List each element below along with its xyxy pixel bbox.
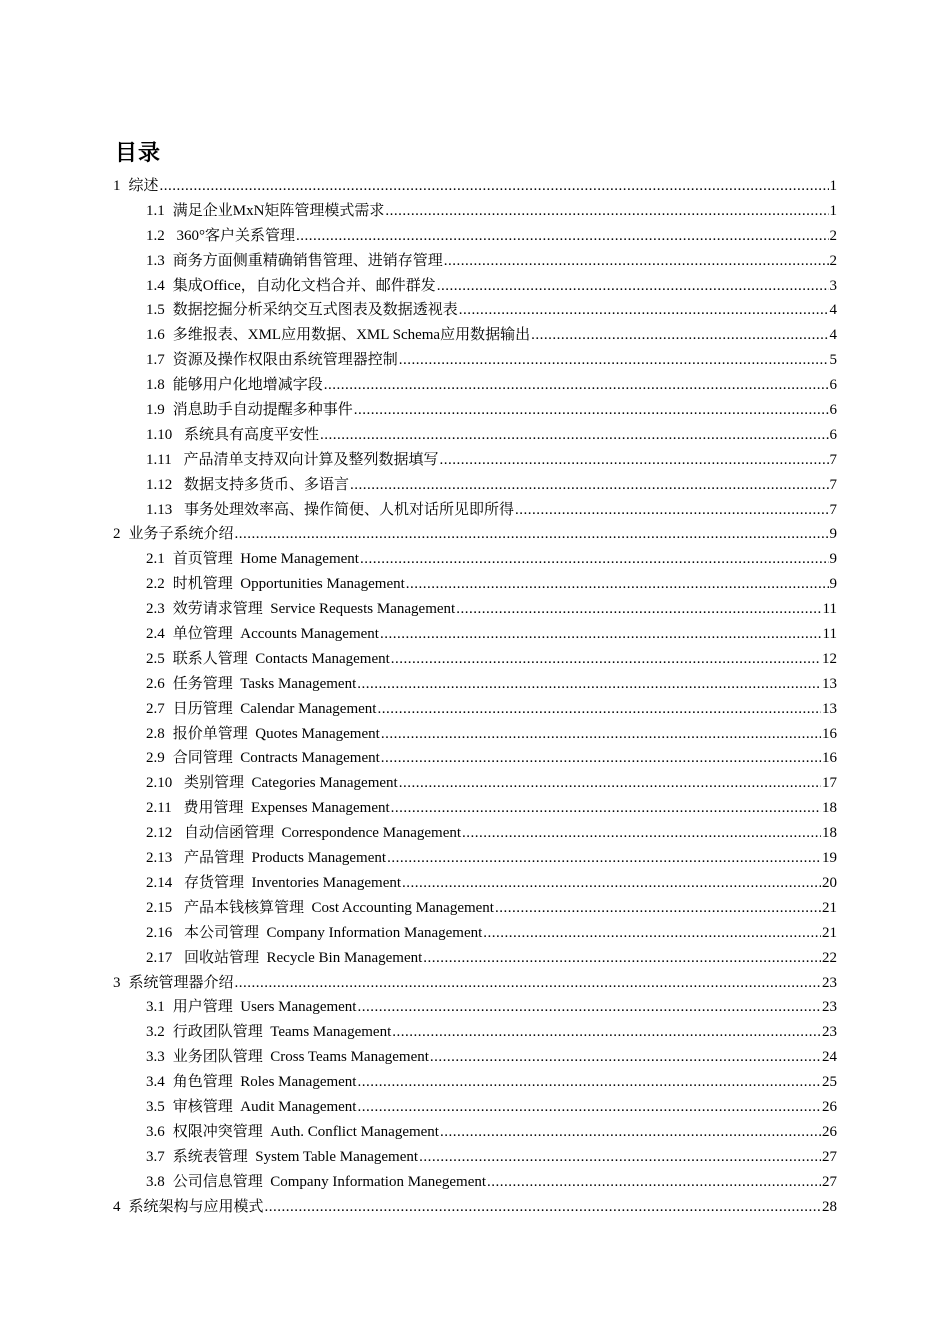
- toc-entry-number: 2.6: [146, 675, 165, 692]
- toc-page-number: 22: [822, 949, 837, 966]
- toc-section-entry[interactable]: [113, 597, 837, 622]
- toc-title: 目录: [115, 141, 162, 166]
- toc-section-entry[interactable]: [113, 1095, 837, 1120]
- toc-page-number: 3: [829, 277, 837, 294]
- toc-entry-number: 2.5: [146, 650, 165, 667]
- toc-page-number: 1: [829, 178, 837, 194]
- toc-entry-title: 业务子系统介绍: [128, 526, 234, 543]
- toc-dot-leader: [419, 1145, 821, 1170]
- toc-entry-number: 1.10: [146, 426, 173, 443]
- toc-page-number: 9: [829, 551, 837, 568]
- toc-entry-title: 集成Office，自动化文档合并、邮件群发: [172, 277, 436, 294]
- toc-entry-title: 审核管理 Audit Management: [172, 1098, 357, 1115]
- toc-page-number: 23: [822, 974, 837, 991]
- toc-dot-leader: [406, 572, 829, 597]
- toc-page-number: 23: [822, 1024, 837, 1041]
- toc-page-number: 18: [822, 825, 837, 842]
- toc-page-number: 11: [822, 626, 837, 643]
- toc-entry-number: 1.1: [146, 202, 165, 219]
- toc-section-entry[interactable]: [113, 224, 837, 249]
- toc-entry-number: 3.4: [146, 1074, 165, 1091]
- toc-page-number: 13: [822, 700, 837, 717]
- toc-entry-title: 回收站管理 Recycle Bin Management: [180, 949, 423, 966]
- toc-entry-number: 2.11: [146, 800, 172, 817]
- toc-dot-leader: [430, 1045, 821, 1070]
- toc-page-number: 25: [822, 1074, 837, 1091]
- toc-chapter-entry[interactable]: [113, 522, 837, 547]
- toc-entry-title: 角色管理 Roles Management: [172, 1074, 357, 1091]
- toc-entry-title: 资源及操作权限由系统管理器控制: [172, 352, 398, 369]
- toc-dot-leader: [402, 871, 821, 896]
- toc-entry-number: 1.12: [146, 476, 173, 493]
- toc-entry-title: 系统具有高度平安性: [180, 426, 320, 443]
- toc-entry-number: 3.8: [146, 1173, 165, 1190]
- toc-entry-title: 消息助手自动提醒多种事件: [172, 402, 353, 419]
- toc-dot-leader: [531, 323, 828, 348]
- toc-page-number: 13: [822, 675, 837, 692]
- toc-section-entry[interactable]: [113, 672, 837, 697]
- toc-page-number: 5: [829, 352, 837, 369]
- toc-dot-leader: [399, 771, 821, 796]
- toc-entry-title: 产品清单支持双向计算及整列数据填写: [179, 451, 439, 468]
- toc-section-entry[interactable]: [113, 846, 837, 871]
- toc-section-entry[interactable]: [113, 249, 837, 274]
- toc-entry-title: 公司信息管理 Company Information Manegement: [172, 1173, 487, 1190]
- toc-section-entry[interactable]: [113, 274, 837, 299]
- toc-page-number: 2: [829, 227, 837, 244]
- toc-dot-leader: [357, 672, 821, 697]
- toc-page-number: 23: [822, 999, 837, 1016]
- toc-page-number: 4: [829, 327, 837, 344]
- toc-page-number: 2: [829, 252, 837, 269]
- toc-entry-title: 系统表管理 System Table Management: [172, 1148, 419, 1165]
- toc-page-number: 16: [822, 750, 837, 767]
- toc-page-number: 24: [822, 1049, 837, 1066]
- toc-page-number: 7: [829, 501, 837, 518]
- toc-entry-number: 3.5: [146, 1098, 165, 1115]
- toc-section-entry[interactable]: [113, 796, 837, 821]
- toc-dot-leader: [360, 547, 829, 572]
- toc-chapter-entry[interactable]: [113, 971, 837, 996]
- toc-section-entry[interactable]: [113, 1120, 837, 1145]
- toc-page-number: 19: [822, 850, 837, 867]
- toc-section-entry[interactable]: [113, 323, 837, 348]
- toc-entry-title: 产品本钱核算管理 Cost Accounting Management: [180, 899, 494, 916]
- toc-entry-title: 行政团队管理 Teams Management: [172, 1024, 392, 1041]
- toc-entry-title: 费用管理 Expenses Management: [179, 800, 390, 817]
- toc-entry-title: 类别管理 Categories Management: [180, 775, 398, 792]
- toc-entry-number: 2.8: [146, 725, 165, 742]
- toc-entry-title: 效劳请求管理 Service Requests Management: [172, 601, 456, 618]
- toc-section-entry[interactable]: [113, 771, 837, 796]
- toc-entry-number: 1.11: [146, 451, 172, 468]
- toc-entry-number: 2.3: [146, 601, 165, 618]
- toc-entry-number: 2.1: [146, 551, 165, 568]
- toc-entry-title: 数据支持多货币、多语言: [180, 476, 350, 493]
- toc-page-number: 18: [822, 800, 837, 817]
- toc-page-number: 20: [822, 874, 837, 891]
- toc-entry-number: 2.15: [146, 899, 173, 916]
- toc-entry-number: 2.2: [146, 576, 165, 593]
- toc-section-entry[interactable]: [113, 746, 837, 771]
- toc-dot-leader: [423, 946, 821, 971]
- toc-section-entry[interactable]: [113, 871, 837, 896]
- toc-section-entry[interactable]: [113, 448, 837, 473]
- toc-page-number: 26: [822, 1098, 837, 1115]
- toc-entry-title: 时机管理 Opportunities Management: [172, 576, 405, 593]
- toc-page-number: 1: [829, 202, 837, 219]
- toc-page-number: 17: [822, 775, 837, 792]
- toc-entry-number: 2.14: [146, 874, 173, 891]
- toc-entry-title: 报价单管理 Quotes Management: [172, 725, 380, 742]
- toc-dot-leader: [324, 373, 829, 398]
- toc-page-number: 7: [829, 476, 837, 493]
- toc-entry-number: 1.3: [146, 252, 165, 269]
- toc-page-number: 21: [822, 924, 837, 941]
- toc-section-entry[interactable]: [113, 547, 837, 572]
- toc-dot-leader: [444, 249, 829, 274]
- toc-page-number: 7: [829, 451, 837, 468]
- toc-dot-leader: [399, 348, 829, 373]
- toc-entry-number: 2: [113, 526, 121, 543]
- toc-dot-leader: [377, 697, 821, 722]
- toc-section-entry[interactable]: [113, 821, 837, 846]
- toc-entry-number: 3.3: [146, 1049, 165, 1066]
- toc-entry-number: 1: [113, 178, 121, 194]
- toc-entry-number: 3.6: [146, 1123, 165, 1140]
- toc-entry-number: 2.7: [146, 700, 165, 717]
- toc-entry-number: 2.13: [146, 850, 173, 867]
- toc-dot-leader: [320, 423, 828, 448]
- toc-entry-number: 1.5: [146, 302, 165, 319]
- toc-page-number: 12: [822, 650, 837, 667]
- toc-entry-number: 2.10: [146, 775, 173, 792]
- toc-entry-title: 事务处理效率高、操作简便、人机对话所见即所得: [180, 501, 515, 518]
- toc-entry-title: 多维报表、XML应用数据、XML Schema应用数据输出: [172, 327, 531, 344]
- toc-page-number: 26: [822, 1123, 837, 1140]
- toc-dot-leader: [380, 622, 822, 647]
- toc-dot-leader: [160, 174, 829, 199]
- toc-entry-title: 360°客户关系管理: [172, 227, 295, 244]
- toc-section-entry[interactable]: [113, 423, 837, 448]
- toc-dot-leader: [391, 647, 821, 672]
- toc-dot-leader: [456, 597, 821, 622]
- toc-page-number: 6: [829, 402, 837, 419]
- toc-entry-number: 3.1: [146, 999, 165, 1016]
- toc-entry-title: 用户管理 Users Management: [172, 999, 357, 1016]
- toc-entry-number: 3: [113, 974, 121, 991]
- toc-entry-title: 合同管理 Contracts Management: [172, 750, 380, 767]
- toc-entry-title: 权限冲突管理 Auth. Conflict Management: [172, 1123, 439, 1140]
- toc-entry-title: 首页管理 Home Management: [172, 551, 359, 568]
- toc-page-number: 28: [822, 1198, 837, 1215]
- toc-page-number: 6: [829, 377, 837, 394]
- toc-entry-title: 单位管理 Accounts Management: [172, 626, 379, 643]
- toc-entry-number: 3.2: [146, 1024, 165, 1041]
- toc-entry-title: 本公司管理 Company Information Management: [180, 924, 483, 941]
- toc-dot-leader: [235, 971, 821, 996]
- toc-section-entry[interactable]: [113, 946, 837, 971]
- toc-page-number: 16: [822, 725, 837, 742]
- toc-dot-leader: [354, 398, 829, 423]
- toc-page-number: 27: [822, 1173, 837, 1190]
- toc-entry-title: 综述: [128, 178, 159, 194]
- toc-section-entry[interactable]: [113, 199, 837, 224]
- toc-section-entry[interactable]: [113, 697, 837, 722]
- toc-page-number: 4: [829, 302, 837, 319]
- toc-entry-title: 产品管理 Products Management: [180, 850, 387, 867]
- toc-dot-leader: [487, 1170, 821, 1195]
- toc-entry-title: 联系人管理 Contacts Management: [172, 650, 390, 667]
- toc-dot-leader: [515, 498, 828, 523]
- toc-section-entry[interactable]: [113, 647, 837, 672]
- toc-entry-number: 1.2: [146, 227, 165, 244]
- toc-dot-leader: [439, 448, 828, 473]
- toc-page-number: 27: [822, 1148, 837, 1165]
- toc-dot-leader: [440, 1120, 821, 1145]
- toc-page-number: 21: [822, 899, 837, 916]
- toc-section-entry[interactable]: [113, 1020, 837, 1045]
- toc-section-entry[interactable]: [113, 1145, 837, 1170]
- toc-dot-leader: [385, 199, 828, 224]
- toc-entry-number: 1.9: [146, 402, 165, 419]
- toc-chapter-entry[interactable]: [113, 174, 837, 199]
- toc-entry-number: 1.6: [146, 327, 165, 344]
- toc-dot-leader: [462, 821, 821, 846]
- toc-entry-number: 2.4: [146, 626, 165, 643]
- toc-section-entry[interactable]: [113, 1045, 837, 1070]
- toc-page-number: 9: [829, 576, 837, 593]
- toc-entry-title: 商务方面侧重精确销售管理、进销存管理: [172, 252, 443, 269]
- toc-section-entry[interactable]: [113, 622, 837, 647]
- toc-entry-number: 1.13: [146, 501, 173, 518]
- toc-section-entry[interactable]: [113, 398, 837, 423]
- toc-entry-title: 数据挖掘分析采纳交互式图表及数据透视表: [172, 302, 458, 319]
- toc-page-number: 9: [829, 526, 837, 543]
- toc-entry-title: 任务管理 Tasks Management: [172, 675, 357, 692]
- toc-entry-title: 自动信函管理 Correspondence Management: [180, 825, 462, 842]
- toc-entry-number: 1.7: [146, 352, 165, 369]
- toc-entry-number: 1.4: [146, 277, 165, 294]
- toc-section-entry[interactable]: [113, 1170, 837, 1195]
- toc-section-entry[interactable]: [113, 348, 837, 373]
- toc-section-entry[interactable]: [113, 473, 837, 498]
- toc-entry-number: 2.17: [146, 949, 173, 966]
- toc-dot-leader: [357, 1095, 821, 1120]
- toc-entry-title: 系统架构与应用模式: [128, 1198, 264, 1215]
- toc-entry-title: 日历管理 Calendar Management: [172, 700, 377, 717]
- toc-dot-leader: [483, 921, 821, 946]
- toc-list: [113, 174, 837, 1219]
- toc-dot-leader: [296, 224, 829, 249]
- toc-section-entry[interactable]: [113, 498, 837, 523]
- toc-entry-number: 1.8: [146, 377, 165, 394]
- toc-dot-leader: [381, 746, 821, 771]
- toc-section-entry[interactable]: [113, 1070, 837, 1095]
- toc-entry-title: 能够用户化地增减字段: [172, 377, 323, 394]
- toc-dot-leader: [381, 722, 821, 747]
- toc-section-entry[interactable]: [113, 298, 837, 323]
- toc-entry-number: 3.7: [146, 1148, 165, 1165]
- toc-dot-leader: [350, 473, 828, 498]
- toc-entry-number: 2.9: [146, 750, 165, 767]
- toc-dot-leader: [357, 1070, 821, 1095]
- toc-dot-leader: [387, 846, 821, 871]
- toc-section-entry[interactable]: [113, 722, 837, 747]
- toc-page-number: 6: [829, 426, 837, 443]
- toc-dot-leader: [459, 298, 829, 323]
- toc-page-number: 11: [822, 601, 837, 618]
- toc-entry-title: 存货管理 Inventories Management: [180, 874, 402, 891]
- toc-entry-number: 4: [113, 1198, 121, 1215]
- toc-chapter-entry[interactable]: [113, 1195, 837, 1220]
- toc-section-entry[interactable]: [113, 921, 837, 946]
- toc-dot-leader: [437, 274, 829, 299]
- toc-section-entry[interactable]: [113, 896, 837, 921]
- toc-dot-leader: [391, 796, 821, 821]
- toc-dot-leader: [495, 896, 821, 921]
- toc-dot-leader: [357, 995, 821, 1020]
- toc-dot-leader: [235, 522, 829, 547]
- toc-entry-title: 满足企业MxN矩阵管理模式需求: [172, 202, 385, 219]
- toc-entry-title: 系统管理器介绍: [128, 974, 234, 991]
- toc-dot-leader: [392, 1020, 821, 1045]
- toc-section-entry[interactable]: [113, 572, 837, 597]
- toc-section-entry[interactable]: [113, 995, 837, 1020]
- toc-section-entry[interactable]: [113, 373, 837, 398]
- toc-entry-title: 业务团队管理 Cross Teams Management: [172, 1049, 429, 1066]
- toc-entry-number: 2.16: [146, 924, 173, 941]
- toc-entry-number: 2.12: [146, 825, 173, 842]
- toc-dot-leader: [265, 1195, 821, 1220]
